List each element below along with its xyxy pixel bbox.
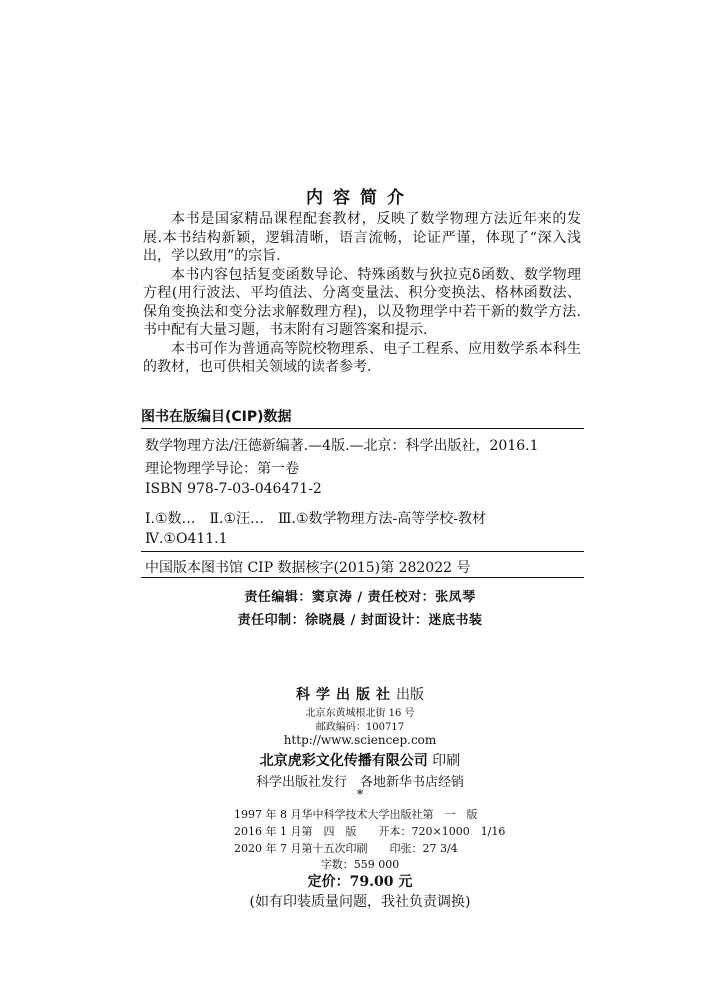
cip-line-3: ISBN 978-7-03-046471-2 <box>145 481 322 497</box>
printer-name: 北京虎彩文化传播有限公司 <box>259 753 428 769</box>
printer-suffix: 印刷 <box>432 753 461 769</box>
publisher-name: 科学出版社 <box>296 687 396 703</box>
summary-body <box>143 210 581 377</box>
separator-star: * <box>356 788 364 803</box>
cip-mid-rule <box>141 551 584 552</box>
cip-record: 中国版本图书馆 CIP 数据核字(2015)第 282022 号 <box>145 560 471 576</box>
edition-line-3: 2020 年 7 月第十五次印刷 印张：27 3/4 <box>234 842 458 855</box>
cip-top-rule <box>141 428 584 429</box>
summary-paragraph-3: 本书可作为普通高等院校物理系、电子工程系、应用数学系本科生的教材，也可供相关领域的读者参考. <box>143 340 581 375</box>
price: 定价：79.00 元 <box>307 874 413 890</box>
publisher-name-suffix: 出版 <box>396 687 424 703</box>
publisher-url: http://www.sciencep.com <box>283 733 437 747</box>
cip-line-4: Ⅰ.①数… Ⅱ.①汪… Ⅲ.①数学物理方法-高等学校-教材 <box>145 511 487 527</box>
summary-paragraph-2: 本书内容包括复变函数导论、特殊函数与狄拉克δ函数、数学物理方程(用行波法、平均值法、分离变量法、积分变换法、格林函数法、保角变换法和变分法求解数理方程)，以及物理学中若干新的数学方法.书中配有大量习题，书末附有习题答案和提示. <box>143 266 581 338</box>
summary-title: 内容简介 <box>306 188 414 208</box>
publisher-postcode: 邮政编码：100717 <box>315 722 405 733</box>
cip-line-1: 数学物理方法/汪德新编著.—4版.—北京：科学出版社，2016.1 <box>145 438 539 454</box>
edition-line-1: 1997 年 8 月华中科学技术大学出版社第 一 版 <box>234 808 478 821</box>
cip-line-2: 理论物理学导论：第一卷 <box>145 461 299 477</box>
quality-notice: (如有印装质量问题，我社负责调换) <box>249 894 471 910</box>
edition-line-2: 2016 年 1 月第 四 版 开本：720×1000 1/16 <box>234 825 506 838</box>
cip-bottom-rule <box>141 577 584 578</box>
publisher-address: 北京东黄城根北街 16 号 <box>305 708 415 719</box>
staff-line-2: 责任印制：徐晓晨 / 封面设计：迷底书装 <box>237 613 483 628</box>
staff-line-1: 责任编辑：窦京涛 / 责任校对：张凤琴 <box>244 590 476 605</box>
cip-heading: 图书在版编目(CIP)数据 <box>141 409 292 425</box>
distribution-line: 科学出版社发行 各地新华书店经销 <box>255 775 464 790</box>
printer-line <box>0 750 720 770</box>
word-count: 字数：559 000 <box>320 858 400 871</box>
publisher-line <box>0 684 720 704</box>
summary-paragraph-1: 本书是国家精品课程配套教材，反映了数学物理方法近年来的发展.本书结构新颖，逻辑清晰，语言流畅，论证严谨，体现了“深入浅出，学以致用”的宗旨. <box>143 211 581 264</box>
cip-line-5: Ⅳ.①O411.1 <box>145 531 228 547</box>
